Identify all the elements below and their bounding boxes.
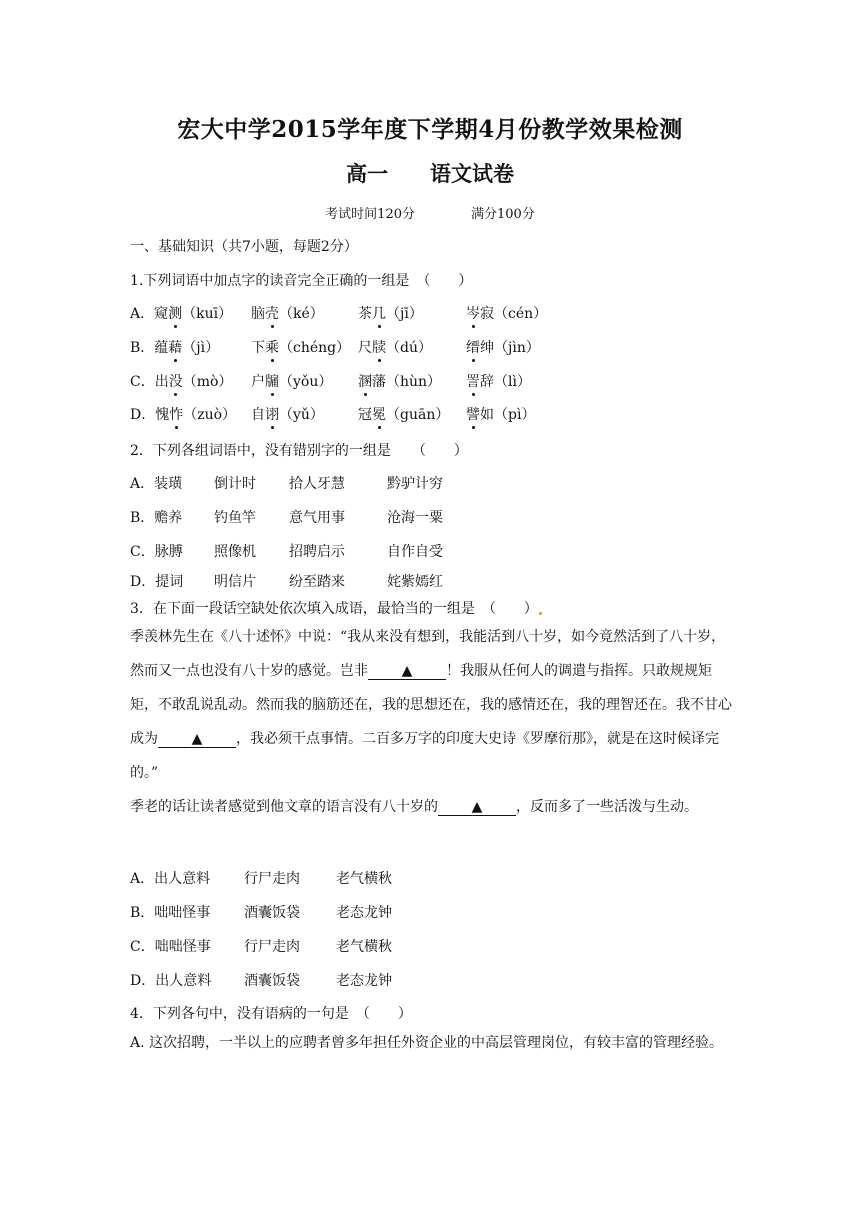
option-cell: B．赡养 — [130, 510, 183, 526]
option-cell: 自诩（yǔ） — [251, 404, 324, 424]
exam-title: 宏大中学2015学年度下学期4月份教学效果检测 — [177, 116, 683, 143]
answer-blank: ▲ — [368, 663, 446, 680]
q1-stem: 1.下列词语中加点字的读音完全正确的一组是 （ ） — [130, 273, 473, 289]
emphasis-dot-char: 没 — [169, 371, 183, 391]
ornament-dot — [539, 612, 542, 615]
option-cell: 招聘启示 — [289, 544, 345, 560]
option-cell: 溷藩（hùn） — [358, 371, 441, 391]
option-cell: 倒计时 — [214, 476, 256, 492]
option-cell: 下乘（chéng） — [251, 337, 350, 357]
option-cell: 明信片 — [214, 574, 256, 590]
emphasis-dot-char: 冕 — [372, 404, 386, 424]
option-cell: 意气用事 — [289, 510, 345, 526]
option-cell: B．咄咄怪事 — [130, 905, 211, 921]
option-cell: 户牖（yǒu） — [251, 371, 332, 391]
option-cell: 老态龙钟 — [336, 973, 392, 989]
option-cell: 行尸走肉 — [244, 939, 300, 955]
q4-option-a: A. 这次招聘，一半以上的应聘者曾多年担任外资企业的中高层管理岗位，有较丰富的管理经验。 — [130, 1035, 724, 1051]
option-cell: 脑壳（ké） — [251, 303, 324, 323]
option-cell: D．愧怍（zuò） — [130, 404, 236, 424]
option-cell: 纷至踏来 — [289, 574, 345, 590]
option-cell: 姹紫嫣红 — [387, 574, 443, 590]
option-cell: 老态龙钟 — [336, 905, 392, 921]
option-cell: 黔驴计穷 — [387, 476, 443, 492]
option-cell: 缙绅（jìn） — [466, 337, 540, 357]
emphasis-dot-char: 詈 — [466, 371, 480, 391]
option-cell: 尺牍（dú） — [358, 337, 432, 357]
option-cell: 照像机 — [214, 544, 256, 560]
exam-meta — [0, 203, 860, 222]
emphasis-dot-char: 牖 — [265, 371, 279, 391]
emphasis-dot-char: 壳 — [265, 303, 279, 323]
option-cell: C．咄咄怪事 — [130, 939, 211, 955]
option-cell: A．窥测（kuī） — [130, 303, 232, 323]
emphasis-dot-char: 譬 — [466, 404, 480, 424]
emphasis-dot-char: 几 — [372, 303, 386, 323]
option-cell: D．提词 — [130, 574, 184, 590]
option-cell: C．出没（mò） — [130, 371, 232, 391]
answer-blank: ▲ — [158, 731, 236, 748]
exam-time: 考试时间120分 — [325, 207, 415, 222]
option-cell: 老气横秋 — [336, 871, 392, 887]
exam-subtitle — [0, 158, 860, 188]
emphasis-dot-char: 溷 — [358, 371, 372, 391]
q2-stem: 2．下列各组词语中，没有错别字的一组是 （ ） — [130, 443, 468, 459]
emphasis-dot-char: 藉 — [168, 337, 182, 357]
q3-stem: 3．在下面一段话空缺处依次填入成语，最恰当的一组是 （ ） — [130, 598, 542, 618]
option-cell: 老气横秋 — [336, 939, 392, 955]
q3-passage-part3: ，我必须干点事情。二百多万字的印度大史诗《罗摩衍那》，就是在这时候译完的。” — [130, 731, 719, 781]
emphasis-dot-char: 乘 — [265, 337, 279, 357]
option-cell: 冠冕（guān） — [358, 404, 449, 424]
emphasis-dot-char: 牍 — [372, 337, 386, 357]
q3-commentary-part2: ，反而多了一些活泼与生动。 — [516, 799, 698, 815]
section-heading: 一、基础知识（共7小题，每题2分） — [130, 239, 358, 255]
option-cell: 拾人牙慧 — [289, 476, 345, 492]
option-cell: 行尸走肉 — [244, 871, 300, 887]
option-cell: 沧海一粟 — [387, 510, 443, 526]
option-cell: 自作自受 — [387, 544, 443, 560]
q3-passage-part2: ！我服从任何人的调遣与指挥。只敢规规矩矩，不敢乱说乱动。然而我的脑筋还在，我的思想还在，我的感情还在，我的理智还在。我不甘心成为 — [130, 663, 732, 747]
emphasis-dot-char: 诩 — [265, 404, 279, 424]
q4-stem: 4．下列各句中，没有语病的一句是 （ ） — [130, 1006, 412, 1022]
answer-blank: ▲ — [438, 799, 516, 816]
option-cell: 詈辞（lì） — [466, 371, 531, 391]
q3-commentary-part1: 季老的话让读者感觉到他文章的语言没有八十岁的 — [130, 799, 438, 815]
option-cell: B．蕴藉（jì） — [130, 337, 219, 357]
option-cell: 钓鱼竿 — [214, 510, 256, 526]
grade-label: 高一 — [346, 161, 388, 186]
option-cell: 譬如（pì） — [466, 404, 535, 424]
option-cell: D．出人意料 — [130, 973, 212, 989]
option-cell: C．脉膊 — [130, 544, 183, 560]
subject-label: 语文试卷 — [430, 161, 514, 186]
exam-score: 满分100分 — [471, 207, 535, 222]
option-cell: 茶几（jī） — [358, 303, 423, 323]
q3-commentary — [130, 790, 733, 824]
emphasis-dot-char: 怍 — [169, 404, 183, 424]
emphasis-dot-char: 缙 — [466, 337, 480, 357]
emphasis-dot-char: 岑 — [466, 303, 480, 323]
option-cell: A．装璜 — [130, 476, 183, 492]
option-cell: A．出人意料 — [130, 871, 211, 887]
emphasis-dot-char: 测 — [168, 303, 182, 323]
option-cell: 酒囊饭袋 — [244, 905, 300, 921]
option-cell: 岑寂（cén） — [466, 303, 547, 323]
q3-passage-part1: 季羡林先生在《八十述怀》中说：“我从来没有想到，我能活到八十岁，如今竟然活到了八十岁，然而又一点也没有八十岁的感觉。岂非 — [130, 629, 726, 679]
option-cell: 酒囊饭袋 — [244, 973, 300, 989]
q3-passage — [130, 620, 733, 790]
